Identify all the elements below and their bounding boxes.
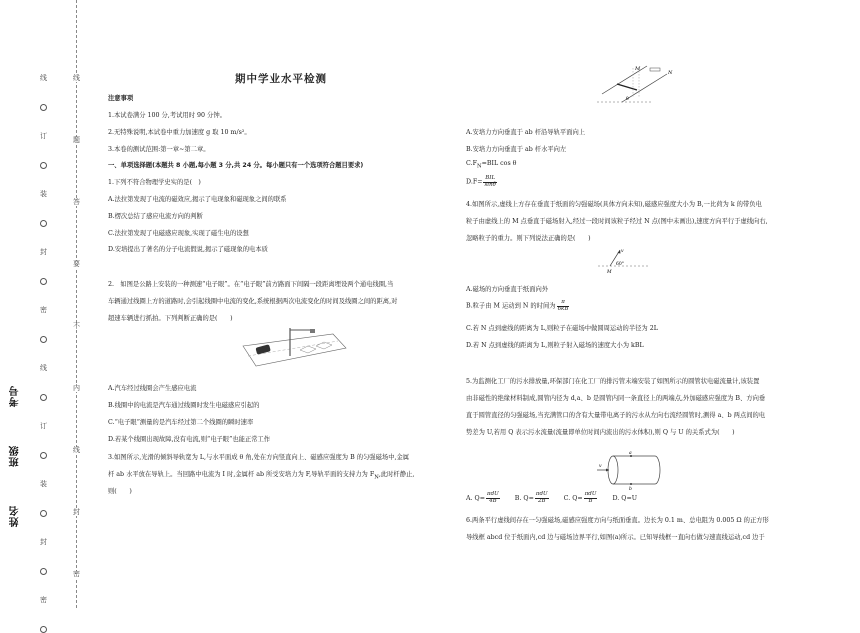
q5-option-d[interactable] bbox=[612, 495, 637, 502]
binding-hole-circle bbox=[40, 626, 47, 633]
q3-figure-inclined-rails bbox=[592, 62, 682, 107]
q5-option-a[interactable] bbox=[466, 491, 501, 504]
q3-option-d-fraction: $\frac{\text{BIL}}{\sin\theta}$ bbox=[484, 175, 496, 188]
binding-mark-char: 封 bbox=[40, 538, 47, 546]
q1-option-a[interactable]: A.法拉第发现了电流的磁效应,揭示了电现象和磁现象之间的联系 bbox=[108, 196, 287, 203]
binding-inner-char: 线 bbox=[73, 446, 80, 454]
binding-line-outer bbox=[76, 0, 77, 608]
q3-option-c[interactable]: $C.F_N=BIL$ cos θ bbox=[466, 160, 517, 170]
binding-hole-circle bbox=[40, 162, 47, 169]
q3-fig-label-theta: θ bbox=[626, 97, 629, 102]
binding-mark-char: 密 bbox=[40, 596, 47, 604]
notice-2: 2.无特殊说明,本试卷中重力加速度 g 取 10 m/s²。 bbox=[108, 129, 251, 136]
q1-option-b[interactable]: B.楞次总结了感应电流方向的判断 bbox=[108, 213, 203, 220]
q3-stem-line-3: 则( ) bbox=[108, 488, 132, 495]
q2-option-c[interactable]: C.“电子眼”测量的是汽车经过第二个线圈的瞬时速率 bbox=[108, 419, 254, 426]
q4-option-a[interactable]: A.磁场的方向垂直于纸面向外 bbox=[466, 286, 549, 293]
binding-inner-char: 封 bbox=[73, 508, 80, 516]
q3-option-b[interactable]: B.安培力方向垂直于 ab 杆水平向左 bbox=[466, 146, 567, 153]
q5-fig-label-b: b bbox=[629, 487, 632, 490]
q4-stem-line-3: 忽略粒子的重力。则下列说法正确的是( ) bbox=[466, 235, 591, 242]
field-class[interactable]: 班级 bbox=[10, 445, 21, 467]
notice-heading: 注意事项 bbox=[108, 95, 134, 102]
q4-option-c[interactable]: C.若 N 点到虚线的距离为 L,则粒子在磁场中做圆周运动的半径为 2L bbox=[466, 325, 658, 332]
q5-stem-line-2: 由非磁性的绝缘材料制成,圆管内径为 d,a、b 是圆管内同一条直径上的两端点,外加磁感应强度为 B、方向垂 bbox=[466, 395, 766, 402]
q4-option-b-fraction: $\frac{\pi}{6kB}$ bbox=[557, 299, 569, 312]
q5-stem-line-3: 直于圆管直径的匀强磁场,当充满管口的含有大量带电离子的污水从左向右流经圆管时,测得 a、b 两点间的电 bbox=[466, 412, 766, 419]
notice-3: 3.本卷的测试范围:第一章~第二章。 bbox=[108, 146, 210, 153]
binding-hole-circle bbox=[40, 336, 47, 343]
q1-option-c[interactable]: C.法拉第发现了电磁感应现象,实现了磁生电的设想 bbox=[108, 230, 249, 237]
binding-hole-circle bbox=[40, 278, 47, 285]
field-name[interactable]: 姓名 bbox=[10, 505, 21, 527]
q4-fig-label-v: v bbox=[621, 249, 624, 254]
binding-inner-char: 线 bbox=[73, 74, 80, 82]
q5-figure-flow-meter bbox=[595, 450, 665, 490]
binding-inner-char: 要 bbox=[73, 260, 80, 268]
q4-fig-label-angle: 60° bbox=[616, 262, 624, 267]
q3-fig-label-m: M bbox=[635, 66, 641, 72]
q1-option-d[interactable]: D.安培提出了著名的分子电流假说,揭示了磁现象的电本质 bbox=[108, 246, 268, 253]
q2-figure-speed-camera bbox=[238, 326, 348, 371]
binding-inner-char: 内 bbox=[73, 384, 80, 392]
q3-option-a[interactable]: A.安培力方向垂直于 ab 杆沿导轨平面向上 bbox=[466, 129, 586, 136]
binding-hole-circle bbox=[40, 220, 47, 227]
binding-mark-char: 订 bbox=[40, 422, 47, 430]
q3-fig-label-n: N bbox=[668, 70, 673, 76]
q4-fig-label-m: M bbox=[607, 270, 612, 275]
q5-options bbox=[466, 492, 651, 504]
q4-option-b-text: B.粒子由 M 运动到 N 的时间为 bbox=[466, 302, 556, 310]
q5-fig-label-a: a bbox=[629, 451, 632, 456]
q2-option-a[interactable]: A.汽车经过线圈会产生感应电流 bbox=[108, 385, 197, 392]
q5-option-fraction: $\frac{\text{πdU}}{2B}$ bbox=[535, 491, 548, 504]
binding-mark-char: 线 bbox=[40, 74, 47, 82]
q4-option-d[interactable]: D.若 N 点到虚线的距离为 L,则粒子射入磁场的速度大小为 kBL bbox=[466, 342, 644, 349]
section-1-heading: 一、单项选择题(本题共 8 小题,每小题 3 分,共 24 分。每小题只有一个选项符合题目要求) bbox=[108, 162, 364, 169]
binding-inner-char: 不 bbox=[73, 322, 80, 330]
q4-option-b[interactable] bbox=[466, 300, 570, 312]
q4-stem-line-2: 粒子由虚线上的 M 点垂直于磁场射入,经过一段时间该粒子经过 N 点(图中未画出),速度方向平行于虚线向右, bbox=[466, 218, 768, 225]
binding-inner-char: 答 bbox=[73, 198, 80, 206]
binding-mark-char: 线 bbox=[40, 364, 47, 372]
field-exam-number[interactable]: 考号 bbox=[10, 385, 21, 407]
q5-option-prefix: C. Q= bbox=[563, 494, 583, 502]
q2-stem-line-2: 车辆通过线圈上方的道路时,会引起线圈中电流的变化,系统根据两次电流变化的时间及线圈之间的距离,对 bbox=[108, 298, 398, 305]
q3-stem-line-2: 杆 ab 水平放在导轨上。当回路中电流为 I 时,金属杆 ab 所受安培力为 F,导轨平面的支持力为 $F_N$,此时杆静止, bbox=[108, 471, 415, 481]
binding-mark-char: 密 bbox=[40, 306, 47, 314]
q5-option-fraction: $\frac{\text{πdU}}{B}$ bbox=[584, 491, 597, 504]
q2-option-d[interactable]: D.若某个线圈出现故障,没有电流,则“电子眼”也能正常工作 bbox=[108, 436, 271, 443]
q5-option-c[interactable] bbox=[563, 491, 599, 504]
q5-option-prefix: D. Q=U bbox=[612, 494, 638, 502]
q2-option-b[interactable]: B.线圈中的电流是汽车通过线圈时发生电磁感应引起的 bbox=[108, 402, 260, 409]
binding-hole-circle bbox=[40, 510, 47, 517]
binding-inner-char: 密 bbox=[73, 570, 80, 578]
binding-mark-char: 装 bbox=[40, 480, 47, 488]
binding-hole-circle bbox=[40, 452, 47, 459]
q2-stem-line-1: 2. 如图是公路上安装的一种测速“电子眼”。在“电子眼”前方路面下间隔一段距离埋设两个通电线圈,当 bbox=[108, 281, 394, 288]
notice-1: 1.本试卷满分 100 分,考试用时 90 分钟。 bbox=[108, 112, 226, 119]
q5-option-prefix: A. Q= bbox=[466, 494, 485, 502]
q5-option-fraction: $\frac{\text{πdU}}{4B}$ bbox=[487, 491, 499, 504]
binding-hole-circle bbox=[40, 568, 47, 575]
q2-stem-line-3: 超速车辆进行抓拍。下列判断正确的是( ) bbox=[108, 315, 233, 322]
binding-hole-circle bbox=[40, 394, 47, 401]
q4-figure-particle-entry bbox=[598, 246, 648, 276]
q6-stem-line-2: 导线框 abcd 位于纸面内,cd 边与磁场边界平行,如图(a)所示。已知导线框一直向右做匀速直线运动,cd 边于 bbox=[466, 534, 765, 541]
q5-option-b[interactable] bbox=[514, 491, 550, 504]
q3-stem-line-1: 3.如图所示,光滑的倾斜导轨宽为 L,与水平面成 θ 角,处在方向竖直向上、磁感应强度为 B 的匀强磁场中,金属 bbox=[108, 454, 410, 461]
q6-stem-line-1: 6.两条平行虚线间存在一匀强磁场,磁感应强度方向与纸面垂直。边长为 0.1 m、总电阻为 0.005 Ω 的正方形 bbox=[466, 517, 769, 524]
q5-stem-line-4: 势差为 U,若用 Q 表示污水流量(流量即单位时间内流出的污水体积),则 Q 与 U 的关系式为( ) bbox=[466, 429, 735, 436]
exam-title: 期中学业水平检测 bbox=[235, 73, 327, 85]
q5-option-prefix: B. Q= bbox=[514, 494, 534, 502]
binding-mark-char: 封 bbox=[40, 248, 47, 256]
q4-stem-line-1: 4.如图所示,虚线上方存在垂直于纸面的匀强磁场(具体方向未知),磁感应强度大小为 B,一比荷为 k 的带负电 bbox=[466, 201, 762, 208]
q3-option-d[interactable] bbox=[466, 176, 498, 188]
q5-fig-label-v: v bbox=[599, 464, 602, 469]
q3-option-d-prefix: D.F= bbox=[466, 178, 483, 186]
q1-stem: 1.下列不符合物理学史实的是( ) bbox=[108, 179, 201, 186]
binding-hole-circle bbox=[40, 104, 47, 111]
binding-inner-char: 题 bbox=[73, 136, 80, 144]
binding-mark-char: 订 bbox=[40, 132, 47, 140]
q5-stem-line-1: 5.为监测化工厂的污水排放量,环保部门在化工厂的排污管末端安装了如图所示的圆管状电磁流量计,该装置 bbox=[466, 378, 760, 385]
binding-mark-char: 装 bbox=[40, 190, 47, 198]
